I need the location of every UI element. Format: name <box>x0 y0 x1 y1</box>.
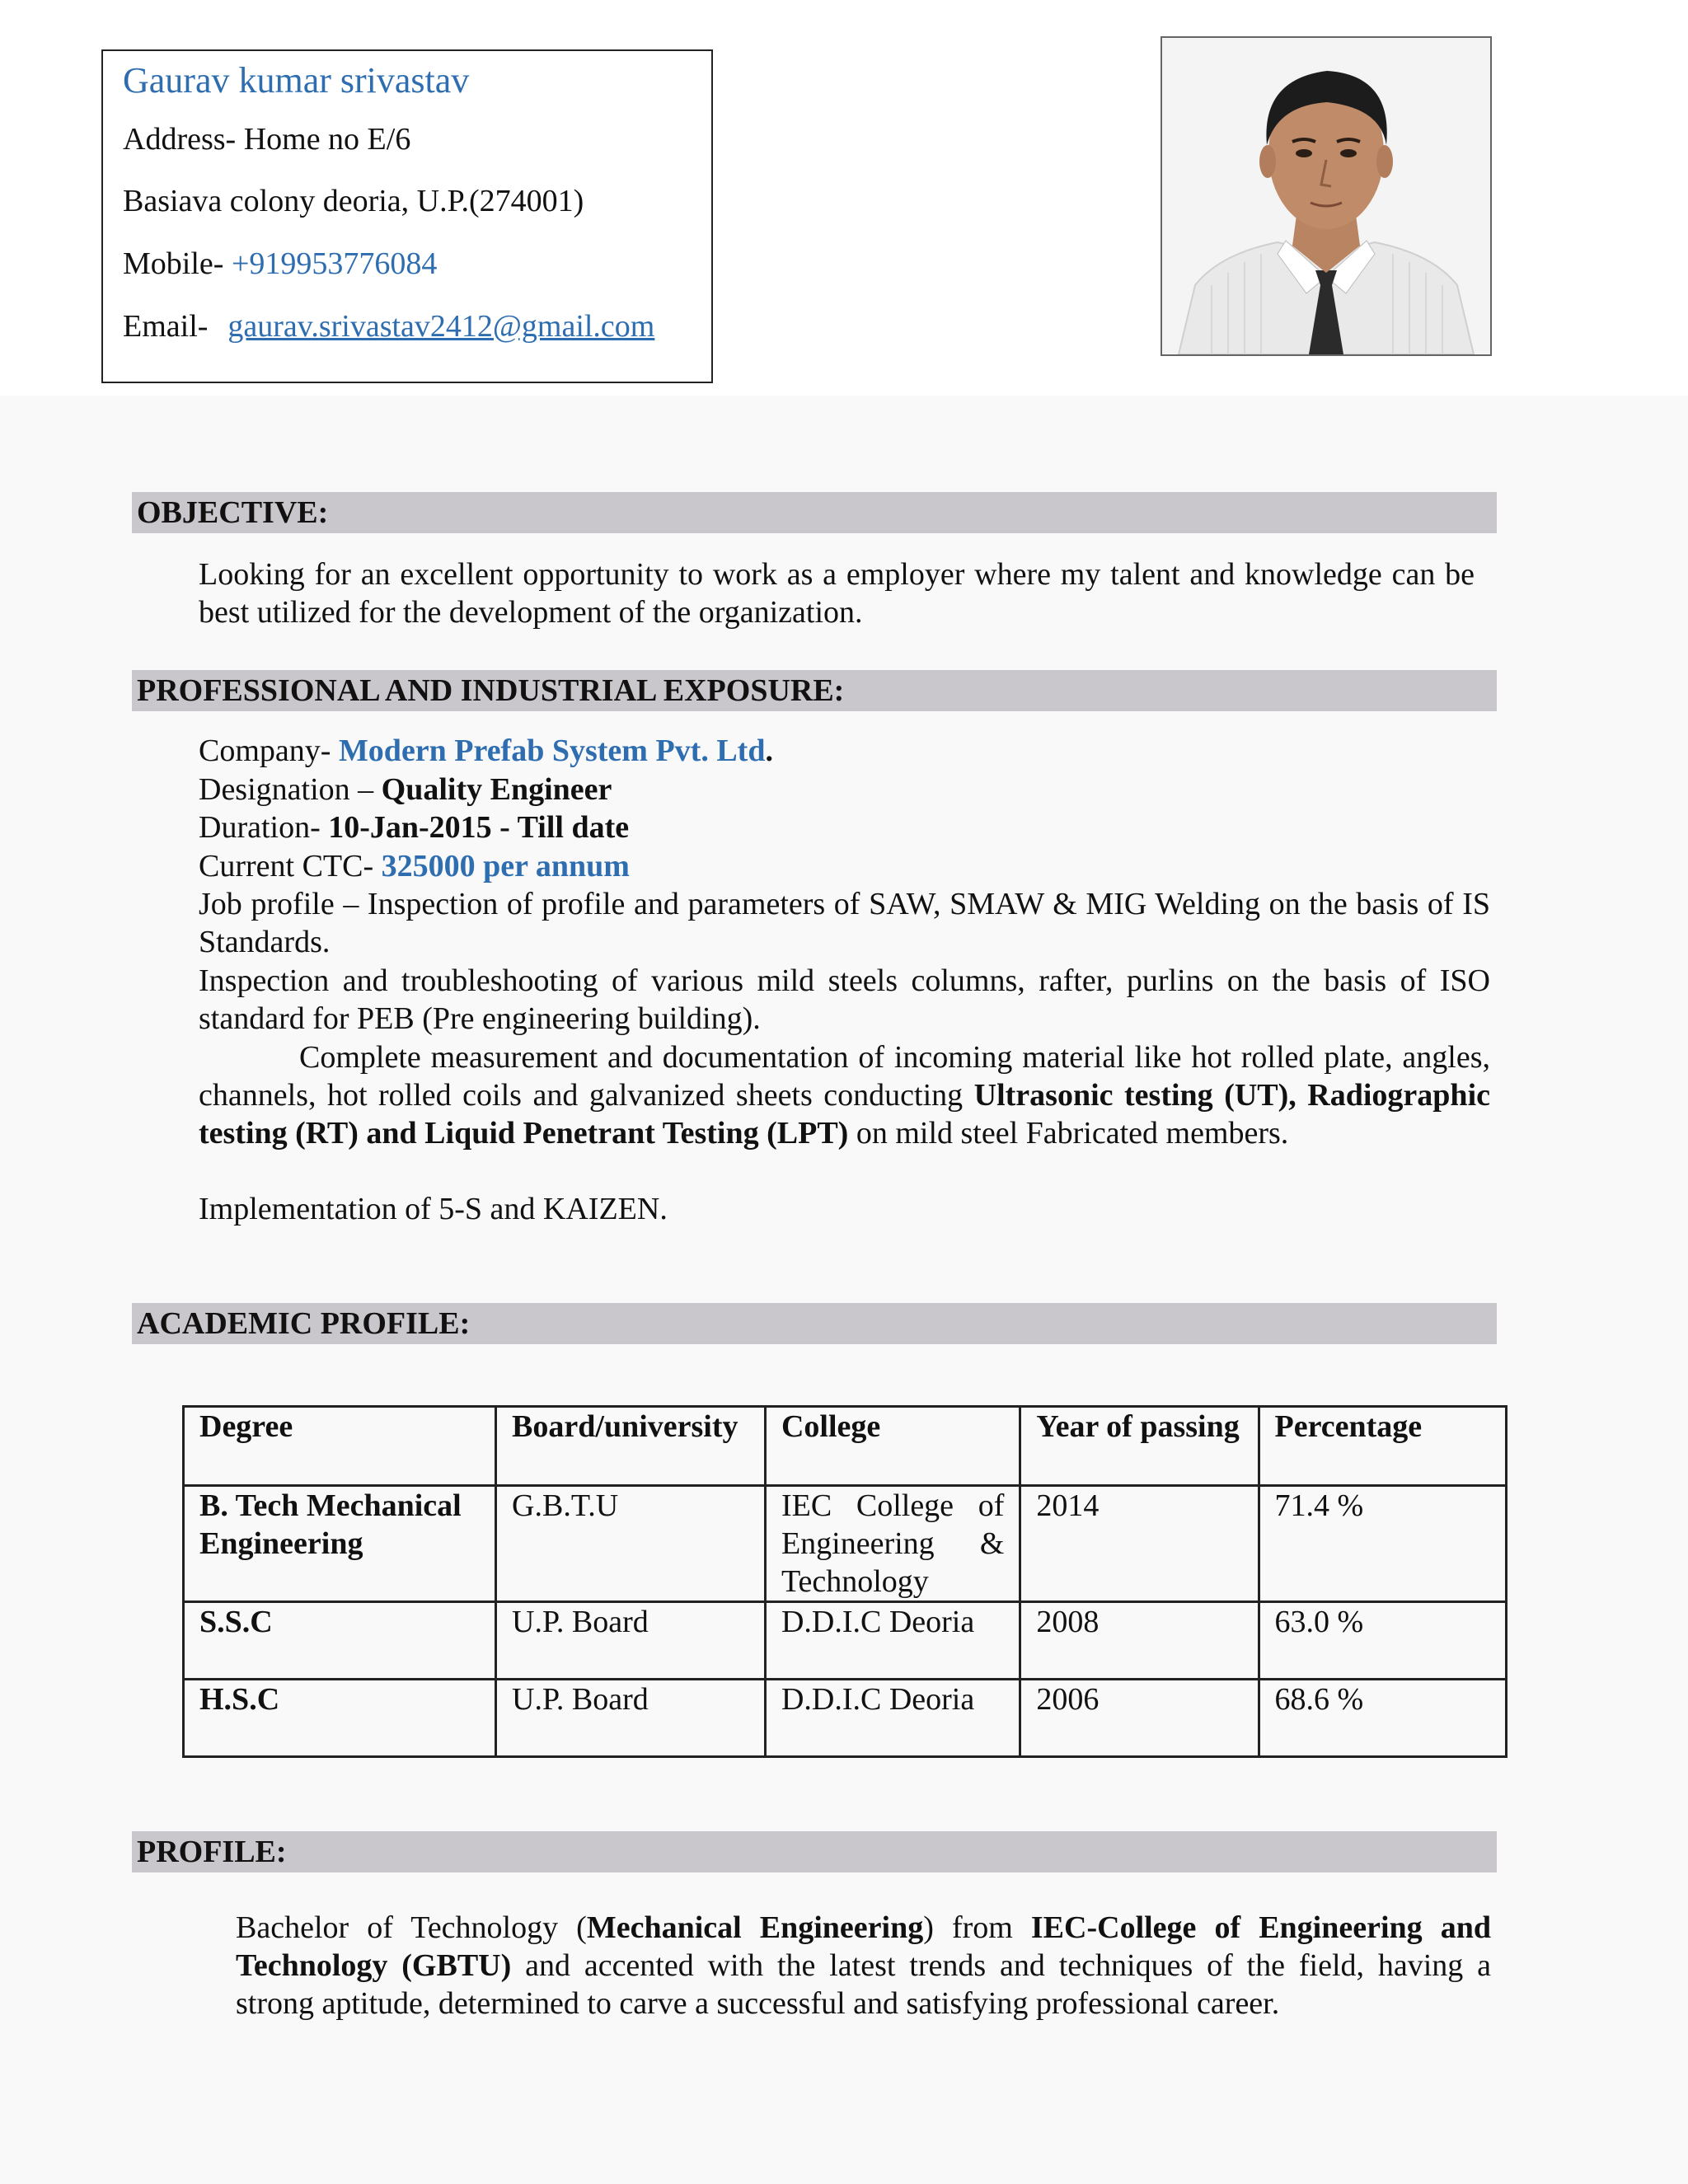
profile-text <box>236 1909 1491 2022</box>
measurement-part-a: Complete measurement and documentation of incoming material like hot rolled plate, angles, channels, hot rolled coils and galvanized sheets conducting <box>199 1040 1490 1113</box>
table-header-row <box>184 1407 1507 1486</box>
designation-value: Quality Engineer <box>381 772 612 807</box>
mobile-number: +919953776084 <box>231 246 438 281</box>
company-name: Modern Prefab System Pvt. Ltd <box>338 733 766 768</box>
header-percentage: Percentage <box>1259 1407 1506 1486</box>
objective-heading: OBJECTIVE: <box>132 492 1497 533</box>
header-college: College <box>765 1407 1020 1486</box>
company-line <box>199 732 773 770</box>
degree-cell: B. Tech Mechanical Engineering <box>184 1486 496 1602</box>
address-line-2: Basiava colony deoria, U.P.(274001) <box>123 184 584 219</box>
table-row <box>184 1680 1507 1757</box>
implementation-text: Implementation of 5-S and KAIZEN. <box>199 1192 668 1226</box>
header-degree: Degree <box>184 1407 496 1486</box>
percentage-cell: 71.4 % <box>1259 1486 1506 1602</box>
college-cell: IEC College of Engineering & Technology <box>765 1486 1020 1602</box>
email-line <box>123 308 711 346</box>
contact-box <box>101 49 713 383</box>
percentage-cell: 63.0 % <box>1259 1602 1506 1680</box>
portrait-illustration <box>1162 38 1490 354</box>
duration-label: Duration- <box>199 810 321 845</box>
mobile-label: Mobile- <box>123 246 224 281</box>
profile-college: IEC-College of Engineering and Technology (GBTU) <box>236 1910 1491 1983</box>
header-year: Year of passing <box>1020 1407 1259 1486</box>
company-label: Company- <box>199 733 331 768</box>
job-profile-text: Job profile – Inspection of profile and parameters of SAW, SMAW & MIG Welding on the basis of IS Standards. <box>199 887 1490 959</box>
college-cell: D.D.I.C Deoria <box>765 1602 1020 1680</box>
year-cell: 2008 <box>1020 1602 1259 1680</box>
duration-line <box>199 808 629 846</box>
designation-line <box>199 771 612 808</box>
address-line-1: Address- Home no E/6 <box>123 121 411 157</box>
profile-degree: Mechanical Engineering <box>586 1910 924 1945</box>
email-link[interactable]: gaurav.srivastav2412@gmail.com <box>227 308 655 344</box>
designation-label: Designation – <box>199 772 374 807</box>
measurement-text <box>199 1038 1490 1152</box>
profile-photo <box>1160 36 1492 356</box>
year-cell: 2014 <box>1020 1486 1259 1602</box>
mobile-line <box>123 246 711 284</box>
candidate-name: Gaurav kumar srivastav <box>123 60 470 101</box>
objective-text: Looking for an excellent opportunity to work as a employer where my talent and knowledge can be best utilized for the development of the organization. <box>199 557 1475 630</box>
ctc-label: Current CTC- <box>199 849 374 883</box>
ctc-line <box>199 847 630 885</box>
measurement-part-c: on mild steel Fabricated members. <box>848 1116 1289 1151</box>
email-label: Email- <box>123 308 209 344</box>
degree-cell: H.S.C <box>184 1680 496 1757</box>
header-board: Board/university <box>496 1407 766 1486</box>
college-cell: D.D.I.C Deoria <box>765 1680 1020 1757</box>
table-row <box>184 1602 1507 1680</box>
board-cell: U.P. Board <box>496 1602 766 1680</box>
year-cell: 2006 <box>1020 1680 1259 1757</box>
company-end: . <box>765 733 773 768</box>
ctc-value: 325000 per annum <box>381 849 630 883</box>
board-cell: G.B.T.U <box>496 1486 766 1602</box>
academic-heading: ACADEMIC PROFILE: <box>132 1303 1497 1344</box>
profile-part-2: ) from <box>923 1910 1031 1945</box>
exposure-heading: PROFESSIONAL AND INDUSTRIAL EXPOSURE: <box>132 670 1497 711</box>
profile-heading: PROFILE: <box>132 1831 1497 1872</box>
academic-table <box>182 1405 1507 1758</box>
table-row <box>184 1486 1507 1602</box>
profile-part-3: and accented with the latest trends and techniques of the field, having a strong aptitude, determined to carve a successful and satisfying professional career. <box>236 1948 1491 2021</box>
duration-value: 10-Jan-2015 - Till date <box>328 810 630 845</box>
profile-part-1: Bachelor of Technology ( <box>236 1910 587 1945</box>
percentage-cell: 68.6 % <box>1259 1680 1506 1757</box>
measurement-tests: Ultrasonic testing (UT), Radiographic testing (RT) and Liquid Penetrant Testing (LPT) <box>199 1078 1490 1151</box>
board-cell: U.P. Board <box>496 1680 766 1757</box>
degree-cell: S.S.C <box>184 1602 496 1680</box>
inspection-text: Inspection and troubleshooting of various mild steels columns, rafter, purlins on the basis of ISO standard for PEB (Pre engineering building). <box>199 963 1490 1036</box>
